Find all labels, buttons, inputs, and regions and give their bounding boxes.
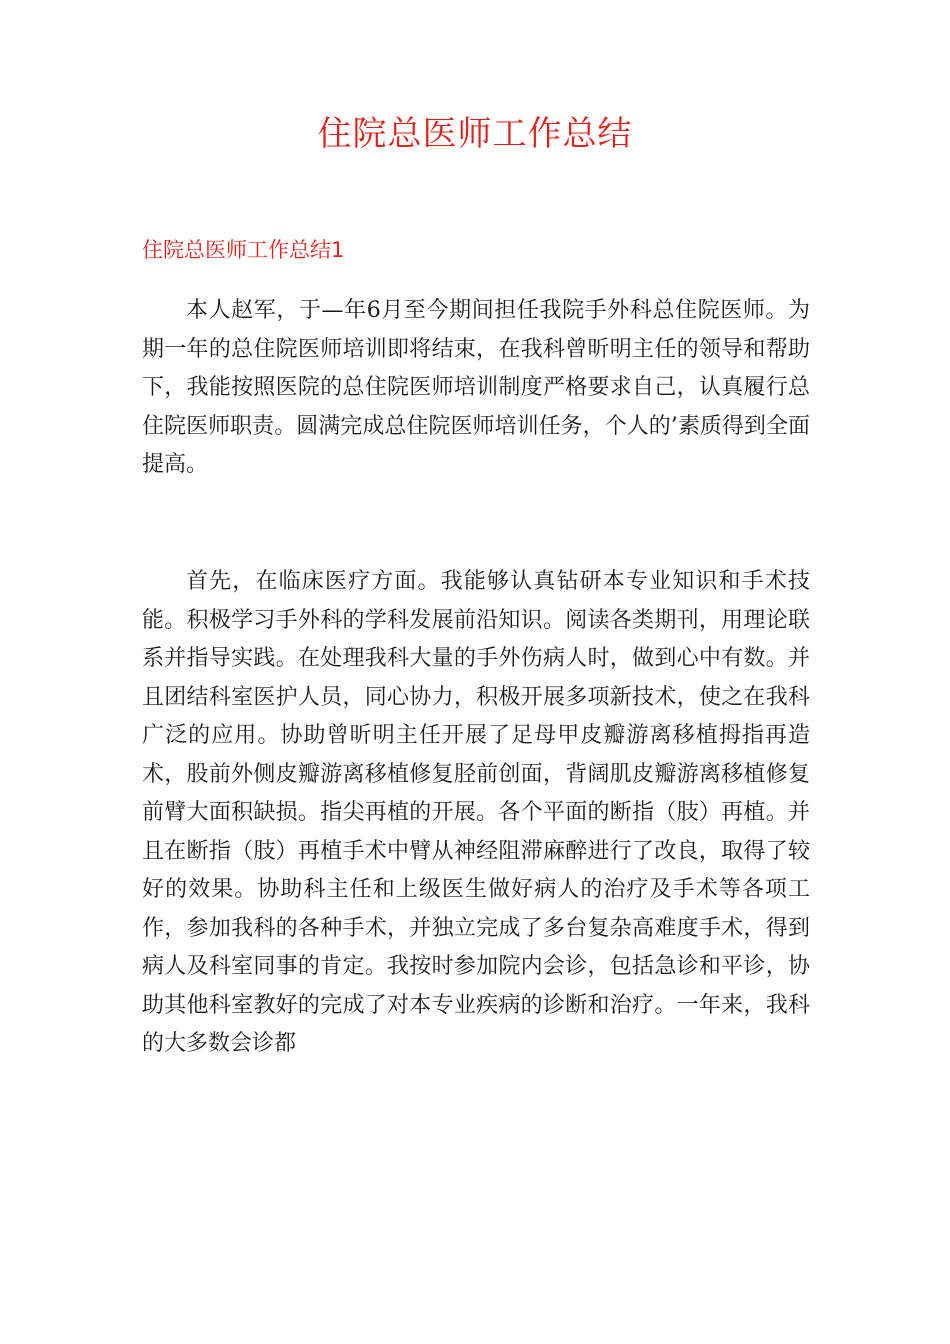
- document-title: 住院总医师工作总结: [317, 114, 633, 154]
- body-paragraph-2: 首先，在临床医疗方面。我能够认真钻研本专业知识和手术技能。积极学习手外科的学科发展前沿知识。阅读各类期刊，用理论联系并指导实践。在处理我科大量的手外伤病人时，做到心中有数。并且团结科室医护人员，同心协力，积极开展多项新技术，使之在我科广泛的应用。协助曾昕明主任开展了足母甲皮瓣游离移植拇指再造术，股前外侧皮瓣游离移植修复胫前创面，背阔肌皮瓣游离移植修复前臂大面积缺损。指尖再植的开展。各个平面的断指（肢）再植。并且在断指（肢）再植手术中臂从神经阻滞麻醉进行了改良，取得了较好的效果。协助科主任和上级医生做好病人的治疗及手术等各项工作，参加我科的各种手术，并独立完成了多台复杂高难度手术，得到病人及科室同事的肯定。我按时参加院内会诊，包括急诊和平诊，协助其他科室教好的完成了对本专业疾病的诊断和治疗。一年来，我科的大多数会诊都: [142, 569, 810, 1056]
- section-heading: 住院总医师工作总结1: [142, 238, 345, 262]
- body-paragraph-1: 本人赵军，于—年6月至今期间担任我院手外科总住院医师。为期一年的总住院医师培训即将结束，在我科曾昕明主任的领导和帮助下，我能按照医院的总住院医师培训制度严格要求自己，认真履行总住院医师职责。圆满完成总住院医师培训任务，个人的’素质得到全面提高。: [142, 298, 810, 477]
